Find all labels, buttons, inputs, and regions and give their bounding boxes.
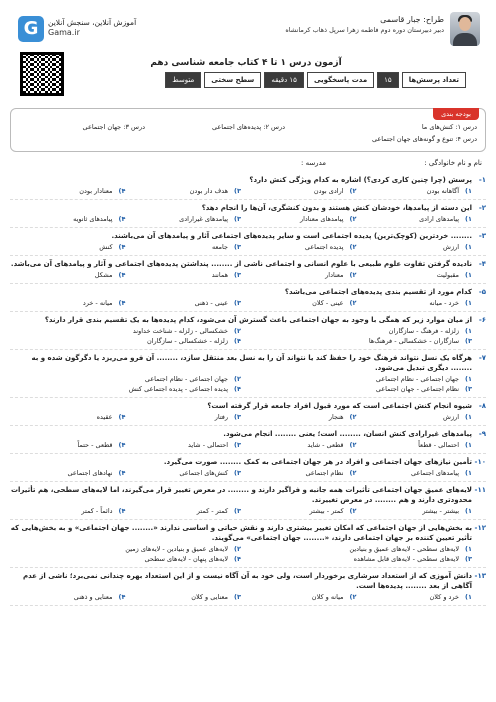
option-number: ۱) (465, 413, 472, 421)
option-text: پیامدهای ثانویه (73, 215, 113, 223)
question-list (10, 175, 486, 606)
site-url[interactable]: Gama.ir (48, 28, 80, 37)
answer-option[interactable] (241, 214, 357, 224)
question-text: پرسش (چرا چنین کاری کردی؟) اشاره به کدام ویژگی کنش دارد؟ (249, 176, 472, 184)
topic-item: درس ۱: کنش‌های ما (421, 123, 477, 131)
option-number: ۴) (118, 271, 126, 279)
question-number: ۱۳- (474, 572, 486, 580)
answer-option[interactable] (241, 270, 357, 280)
question-item (10, 315, 486, 350)
question-divider (10, 397, 486, 398)
question-divider (10, 605, 486, 606)
answer-option[interactable] (10, 544, 241, 554)
question-text: نادیده گرفتن تفاوت علوم طبیعی با علوم انسانی و اجتماعی ناشی از ........ پنداشتن پدیده‌های اجتماعی و آثار و پیامدهای آن می‌باشد. (10, 260, 472, 268)
answer-option[interactable] (126, 592, 242, 602)
answer-option[interactable] (10, 326, 241, 336)
answer-option[interactable] (10, 336, 241, 346)
option-number: ۲) (349, 187, 357, 195)
question-number: ۲- (478, 204, 486, 212)
info-question-count-value: ۱۵ (377, 72, 399, 88)
question-item (10, 457, 486, 482)
header (10, 8, 486, 104)
author-avatar (450, 12, 480, 46)
option-number: ۴) (118, 413, 126, 421)
option-list (10, 544, 486, 564)
option-number: ۴) (118, 441, 126, 449)
option-text: پیامدهای غیرارادی (179, 215, 229, 223)
option-number: ۳) (465, 337, 472, 345)
option-number: ۲) (234, 327, 241, 335)
option-number: ۳) (234, 593, 241, 601)
answer-option[interactable] (126, 270, 242, 280)
answer-option[interactable] (10, 412, 126, 422)
answer-option[interactable] (10, 298, 126, 308)
option-text: مقبولیت (436, 271, 460, 279)
question-text: دانش آموزی که از استعداد سرشاری برخوردار است، ولی خود به آن آگاه نیست و از این استعداد بهره چندانی نمی‌برد؛ ناشی از عدم آگاهی از بعد ........ پدیده‌ها است. (22, 572, 472, 590)
option-text: لایه‌های پنهان - لایه‌های سطحی (144, 555, 229, 563)
option-text: دائماً - کمتر (81, 507, 113, 515)
answer-option[interactable] (357, 468, 473, 478)
option-number: ۴) (118, 507, 126, 515)
option-text: ارزش (443, 413, 460, 421)
option-list (10, 186, 486, 196)
option-number: ۲) (349, 441, 357, 449)
option-number: ۳) (465, 555, 472, 563)
question-text: پیامدهای غیرارادی کنش انسان، ........ است؛ یعنی ........ انجام می‌شود. (223, 430, 472, 438)
question-number: ۱۲- (474, 524, 486, 532)
option-text: معنادار (325, 271, 344, 279)
question-divider (10, 519, 486, 520)
option-text: لایه‌های عمیق و بنیادین - لایه‌های زمین (125, 545, 229, 553)
question-text: ........ خردترین (کوچک‌ترین) پدیده اجتماعی است و سایر پدیده‌های اجتماعی آثار و پیامدهای آن می‌باشند. (111, 232, 472, 240)
question-item (10, 353, 486, 398)
gama-logo-icon: G (18, 16, 44, 42)
question-item (10, 571, 486, 606)
question-item (10, 203, 486, 228)
answer-option[interactable] (10, 186, 126, 196)
answer-option[interactable] (241, 326, 472, 336)
option-number: ۱) (465, 299, 472, 307)
answer-option[interactable] (241, 592, 357, 602)
question-item (10, 175, 486, 200)
topic-item: درس ۳: جهان اجتماعی (82, 123, 145, 131)
option-text: معنایی و کلان (191, 593, 229, 601)
question-number: ۳- (478, 232, 486, 240)
answer-option[interactable] (241, 544, 472, 554)
option-list (10, 592, 486, 602)
question-divider (10, 255, 486, 256)
option-number: ۳) (234, 507, 241, 515)
option-text: احتمالی - شاید (187, 441, 229, 449)
student-name-label: نام و نام خانوادگی : (424, 159, 482, 167)
option-text: قطعی - شاید (307, 441, 344, 449)
answer-option[interactable] (241, 468, 357, 478)
option-text: احتمالی - قطعاً (418, 441, 460, 449)
option-text: نظام اجتماعی - جهان اجتماعی (375, 385, 460, 393)
option-list (10, 270, 486, 280)
option-list (10, 298, 486, 308)
question-text: تأمین نیازهای جهان اجتماعی و افراد در هر جهان اجتماعی به کمک ........ صورت می‌گیرد. (163, 458, 472, 466)
answer-option[interactable] (357, 506, 473, 516)
option-text: قطعی - حتماً (77, 441, 113, 449)
option-number: ۲) (349, 243, 357, 251)
option-text: پیامدهای اجتماعی (411, 469, 460, 477)
option-text: زلزله - خشکسالی - سازگاران (146, 337, 229, 345)
option-list (10, 440, 486, 450)
question-number: ۱- (478, 176, 486, 184)
exam-page (10, 8, 486, 698)
answer-option[interactable] (241, 242, 357, 252)
option-number: ۱) (465, 593, 472, 601)
option-text: کنش‌های اجتماعی (179, 469, 229, 477)
option-number: ۲) (349, 413, 357, 421)
answer-option[interactable] (10, 468, 126, 478)
answer-option[interactable] (241, 440, 357, 450)
option-number: ۲) (349, 271, 357, 279)
topics-tag: بودجه بندی (433, 108, 479, 120)
option-text: معنایی و ذهنی (73, 593, 113, 601)
answer-option[interactable] (10, 214, 126, 224)
option-number: ۲) (349, 215, 357, 223)
option-number: ۲) (234, 375, 241, 383)
answer-option[interactable] (357, 242, 473, 252)
option-number: ۱) (465, 215, 472, 223)
option-number: ۲) (349, 507, 357, 515)
option-text: پیامدهای ارادی (419, 215, 460, 223)
question-divider (10, 227, 486, 228)
exam-info-bar (165, 72, 466, 88)
option-text: خرد و کلان (429, 593, 460, 601)
site-info (48, 18, 136, 38)
answer-option[interactable] (241, 374, 472, 384)
info-difficulty-label: سطح سختی (204, 72, 261, 88)
question-text: شیوه انجام کنش اجتماعی است که مورد قبول افراد جامعه قرار گرفته است؟ (207, 402, 472, 410)
site-name: آموزش آنلاین، سنجش آنلاین (48, 18, 137, 27)
option-text: پدیده اجتماعی (304, 243, 344, 251)
option-text: رفتار (214, 413, 229, 421)
option-text: پدیده اجتماعی - پدیده اجتماعی کنش (128, 385, 229, 393)
question-divider (10, 567, 486, 568)
option-text: لایه‌های سطحی - لایه‌های قابل مشاهده (353, 555, 460, 563)
question-divider (10, 311, 486, 312)
option-list (10, 326, 486, 346)
question-item (10, 231, 486, 256)
option-text: جهان اجتماعی - نظام اجتماعی (144, 375, 229, 383)
option-number: ۴) (118, 187, 126, 195)
info-duration-label: مدت پاسخگویی (307, 72, 374, 88)
option-text: هدف دار بودن (189, 187, 229, 195)
answer-option[interactable] (10, 270, 126, 280)
option-number: ۲) (349, 469, 357, 477)
question-text: به بخش‌هایی از جهان اجتماعی که امکان تغییر بیشتری دارند و نقش حیاتی و اساسی ندارند «........ جهان اجتماعی» و به بخش‌هایی که تأثیر تعیین کننده بر جهان اجتماعی دارند، «........ جهان اجتماعی» می‌گویند. (10, 524, 472, 542)
option-number: ۱) (465, 469, 472, 477)
question-item (10, 429, 486, 454)
answer-option[interactable] (10, 374, 241, 384)
question-item (10, 523, 486, 568)
option-number: ۴) (118, 215, 126, 223)
option-text: مشکل (94, 271, 113, 279)
question-number: ۱۱- (474, 486, 486, 494)
question-number: ۸- (478, 402, 486, 410)
option-text: بیشتر - بیشتر (422, 507, 460, 515)
question-item (10, 401, 486, 426)
question-text: هرگاه یک نسل نتواند فرهنگ خود را حفظ کند یا نتواند آن را به نسل بعد منتقل سازد، ........ آن فرو می‌ریزد یا دگرگون شده و به ........ دیگری تبدیل می‌شود. (31, 354, 472, 372)
option-text: معنادار بودن (79, 187, 113, 195)
option-text: کمتر - کمتر (196, 507, 229, 515)
topic-item: درس ۴: تنوع و گونه‌های جهان اجتماعی (371, 135, 477, 143)
question-divider (10, 453, 486, 454)
option-number: ۴) (234, 385, 241, 393)
answer-option[interactable] (126, 186, 242, 196)
answer-option[interactable] (10, 592, 126, 602)
answer-option[interactable] (126, 214, 242, 224)
option-number: ۴) (118, 593, 126, 601)
question-text: لایه‌های عمیق جهان اجتماعی تأثیرات همه جانبه و فراگیر دارند و ........ در معرض تغییر قرار می‌گیرند، اما لایه‌های سطحی، هم تأثیرات محدودتری دارند و هم ........ در معرض تغییرند. (10, 486, 472, 504)
option-list (10, 468, 486, 478)
option-number: ۳) (234, 215, 241, 223)
option-text: نظام اجتماعی (305, 469, 344, 477)
info-question-count-label: تعداد پرسش‌ها (402, 72, 466, 88)
topic-item: درس ۲: پدیده‌های اجتماعی (211, 123, 285, 131)
qr-code-icon (20, 52, 64, 96)
question-divider (10, 481, 486, 482)
answer-option[interactable] (357, 440, 473, 450)
answer-option[interactable] (126, 412, 242, 422)
option-number: ۱) (465, 375, 472, 383)
option-number: ۱) (465, 187, 472, 195)
option-number: ۱) (465, 507, 472, 515)
option-text: جامعه (211, 243, 229, 251)
answer-option[interactable] (10, 506, 126, 516)
question-number: ۹- (478, 430, 486, 438)
option-list (10, 374, 486, 394)
option-list (10, 412, 486, 422)
answer-option[interactable] (126, 468, 242, 478)
option-text: عقیده (96, 413, 113, 421)
option-number: ۲) (349, 593, 357, 601)
question-number: ۱۰- (474, 458, 486, 466)
question-divider (10, 283, 486, 284)
option-text: همانند (211, 271, 229, 279)
answer-option[interactable] (241, 554, 472, 564)
option-text: میانه و کلان (311, 593, 344, 601)
question-item (10, 287, 486, 312)
answer-option[interactable] (357, 186, 473, 196)
info-duration-value: ۱۵ دقیقه (264, 72, 304, 88)
answer-option[interactable] (241, 336, 472, 346)
option-number: ۱) (465, 243, 472, 251)
topics-box (10, 108, 486, 152)
question-divider (10, 199, 486, 200)
answer-option[interactable] (126, 242, 242, 252)
option-number: ۲) (234, 545, 241, 553)
option-list (10, 242, 486, 252)
answer-option[interactable] (10, 440, 126, 450)
question-divider (10, 425, 486, 426)
answer-option[interactable] (241, 186, 357, 196)
author-info (285, 14, 444, 36)
answer-option[interactable] (357, 298, 473, 308)
option-number: ۱) (465, 441, 472, 449)
answer-option[interactable] (357, 214, 473, 224)
option-text: خرد - میانه (429, 299, 460, 307)
question-number: ۷- (478, 354, 486, 362)
answer-option[interactable] (126, 506, 242, 516)
option-number: ۴) (234, 555, 241, 563)
answer-option[interactable] (10, 242, 126, 252)
option-text: آگاهانه بودن (426, 187, 460, 195)
option-text: نهادهای اجتماعی (67, 469, 113, 477)
option-number: ۴) (118, 243, 126, 251)
option-text: کنش (99, 243, 113, 251)
question-item (10, 485, 486, 520)
option-number: ۳) (234, 187, 241, 195)
question-number: ۶- (478, 316, 486, 324)
answer-option[interactable] (357, 412, 473, 422)
option-number: ۳) (234, 271, 241, 279)
option-number: ۳) (234, 469, 241, 477)
option-number: ۳) (234, 413, 241, 421)
option-list (10, 214, 486, 224)
student-info (10, 156, 486, 172)
option-number: ۱) (465, 545, 472, 553)
option-text: کمتر - بیشتر (309, 507, 344, 515)
option-text: جهان اجتماعی - نظام اجتماعی (375, 375, 460, 383)
answer-option[interactable] (241, 384, 472, 394)
option-text: خشکسالی - زلزله - شناخت خداوند (132, 327, 229, 335)
answer-option[interactable] (10, 554, 241, 564)
question-text: کدام مورد از تقسیم بندی پدیده‌های اجتماعی می‌باشد؟ (284, 288, 472, 296)
question-text: از میان موارد زیر که همگی با وجود به جهان اجتماعی باعث گسترش آن می‌شود، کدام پدیده‌ها به یک تقسیم بندی قرار دارند؟ (44, 316, 472, 324)
info-difficulty-value: متوسط (165, 72, 201, 88)
option-number: ۱) (465, 327, 472, 335)
option-number: ۳) (234, 441, 241, 449)
question-number: ۵- (478, 288, 486, 296)
option-number: ۳) (465, 385, 472, 393)
option-number: ۳) (234, 243, 241, 251)
option-number: ۴) (234, 337, 241, 345)
question-text: این دسته از پیامدها، خودشان کنش هستند و بدون کنشگری، آن‌ها را انجام دهد؟ (201, 204, 472, 212)
answer-option[interactable] (357, 592, 473, 602)
option-number: ۳) (234, 299, 241, 307)
author-name: طراح: جبار قاسمی (380, 15, 444, 24)
answer-option[interactable] (126, 298, 242, 308)
answer-option[interactable] (241, 298, 357, 308)
answer-option[interactable] (241, 506, 357, 516)
option-text: عینی - کلان (312, 299, 344, 307)
option-text: ارادی بودن (313, 187, 344, 195)
option-text: ارزش (443, 243, 460, 251)
option-number: ۴) (118, 469, 126, 477)
option-list (10, 506, 486, 516)
question-divider (10, 349, 486, 350)
exam-title: آزمون درس ۱ تا ۴ کتاب جامعه شناسی دهم (150, 58, 342, 68)
answer-option[interactable] (10, 384, 241, 394)
author-subtitle: دبیر دبیرستان دوره دوم فاطمه زهرا سرپل ذهاب کرمانشاه (285, 26, 444, 34)
option-text: میانه - خرد (82, 299, 113, 307)
option-number: ۴) (118, 299, 126, 307)
option-text: زلزله - فرهنگ - سازگاران (388, 327, 460, 335)
answer-option[interactable] (126, 440, 242, 450)
option-number: ۲) (349, 299, 357, 307)
question-item (10, 259, 486, 284)
option-text: لایه‌های سطحی - لایه‌های عمیق و بنیادین (349, 545, 460, 553)
answer-option[interactable] (241, 412, 357, 422)
answer-option[interactable] (357, 270, 473, 280)
option-text: عینی - ذهنی (194, 299, 229, 307)
option-text: سازگاران - خشکسالی - فرهنگ‌ها (368, 337, 460, 345)
question-number: ۴- (478, 260, 486, 268)
option-text: پیامدهای معنادار (299, 215, 344, 223)
option-number: ۱) (465, 271, 472, 279)
school-label: مدرسه : (300, 159, 326, 167)
option-text: هنجار (328, 413, 344, 421)
